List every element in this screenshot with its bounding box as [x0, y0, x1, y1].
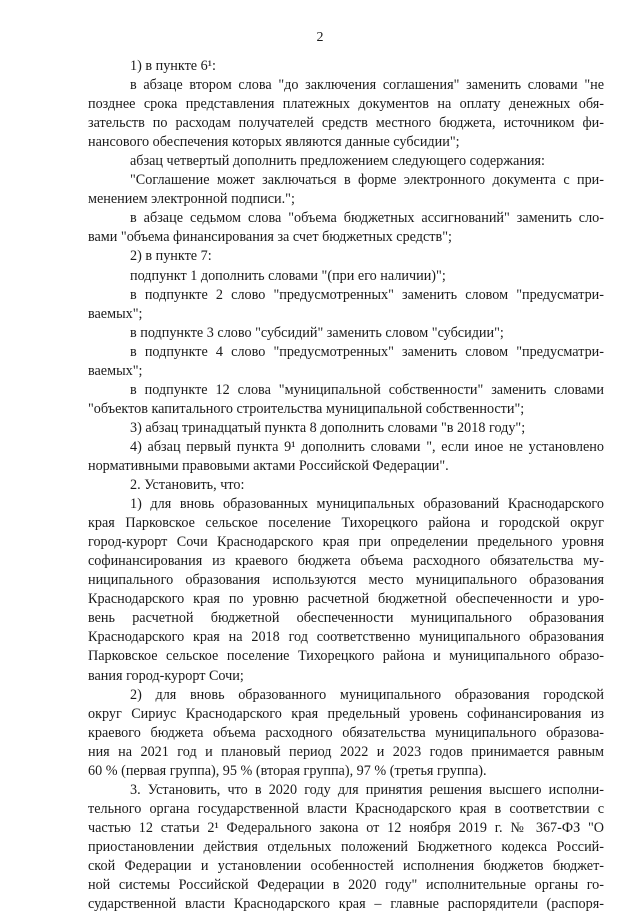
- text-line: позднее срока представления платежных документов на оплату денежных обя-: [88, 96, 604, 113]
- text-line: город-курорт Сочи Краснодарского края при определении предельного уровня: [88, 534, 604, 551]
- text-line: 1) в пункте 6¹:: [130, 58, 216, 74]
- text-line: вания город-курорт Сочи;: [88, 667, 244, 684]
- text-line: ваемых";: [88, 305, 143, 322]
- text-line: 4) абзац первый пункта 9¹ дополнить словами ", если иное не установлено: [130, 438, 604, 455]
- text-line: 2) в пункте 7:: [130, 248, 212, 265]
- text-line: ваемых";: [88, 362, 143, 379]
- text-line: тельного органа государственной власти Краснодарского края в соответствии с: [88, 800, 604, 817]
- text-line: ния на 2021 год и плановый период 2022 и 2023 годов принимается равным: [88, 743, 604, 760]
- text-line: частью 12 статьи 2¹ Федерального закона от 12 ноября 2019 г. № 367-ФЗ "О: [88, 819, 604, 836]
- text-line: 2) для вновь образованного муниципального образования городской: [130, 686, 604, 703]
- text-line: нормативными правовыми актами Российской Федерации".: [88, 457, 449, 474]
- text-line: вень расчетной бюджетной обеспеченности муниципального образования: [88, 610, 604, 627]
- text-line: "объектов капитального строительства муниципальной собственности";: [88, 400, 525, 417]
- document-body: [88, 57, 604, 914]
- text-line: 2. Установить, что:: [130, 477, 245, 494]
- text-line: 3) абзац тринадцатый пункта 8 дополнить словами "в 2018 году";: [130, 419, 526, 436]
- text-line: 60 % (первая группа), 95 % (вторая группа), 97 % (третья группа).: [88, 762, 487, 779]
- text-line: приостановлении действия отдельных положений Бюджетного кодекса Россий-: [88, 838, 604, 855]
- text-line: округ Сириус Краснодарского края предельный уровень софинансирования из: [88, 705, 604, 722]
- text-line: Краснодарского края на 2018 год соответственно муниципального образования: [88, 629, 604, 646]
- text-line: 1) для вновь образованных муниципальных образований Краснодарского: [130, 496, 604, 513]
- text-line: "Соглашение может заключаться в форме электронного документа с при-: [130, 172, 604, 189]
- text-line: Краснодарского края по уровню расчетной бюджетной обеспеченности и уро-: [88, 591, 604, 608]
- text-line: менением электронной подписи.";: [88, 191, 295, 208]
- text-line: Парковское сельское поселение Тихорецкого района и муниципального образо-: [88, 648, 604, 665]
- text-line: в подпункте 4 слово "предусмотренных" заменить словом "предусматри-: [130, 343, 604, 360]
- text-line: ской Федерации и установлении особенностей исполнения бюджетов бюджет-: [88, 857, 604, 874]
- text-line: сударственной власти Краснодарского края – главные распорядители (распоря-: [88, 896, 604, 913]
- text-line: ной системы Российской Федерации в 2020 году" исполнительные органы го-: [88, 877, 604, 894]
- text-line: краевого бюджета объема расходного обязательства муниципального образова-: [88, 724, 604, 741]
- text-line: в абзаце седьмом слова "объема бюджетных ассигнований" заменить сло-: [130, 210, 604, 227]
- text-line: абзац четвертый дополнить предложением следующего содержания:: [130, 153, 545, 170]
- text-line: края Парковское сельское поселение Тихорецкого района и городской округ: [88, 515, 604, 532]
- text-line: ниципального образования используются место муниципального образования: [88, 572, 604, 589]
- text-line: подпункт 1 дополнить словами "(при его наличии)";: [130, 267, 446, 284]
- page-number: 2: [316, 30, 324, 45]
- text-line: в подпункте 2 слово "предусмотренных" заменить словом "предусматри-: [130, 286, 604, 303]
- text-line: нансового обеспечения которых являются данные субсидии";: [88, 134, 460, 151]
- text-line: в подпункте 3 слово "субсидий" заменить словом "субсидии";: [130, 324, 504, 341]
- text-line: вами "объема финансирования за счет бюджетных средств";: [88, 229, 452, 246]
- text-line: зательств по расходам получателей средств местного бюджета, источником фи-: [88, 115, 604, 132]
- text-line: в подпункте 12 слова "муниципальной собственности" заменить словами: [130, 381, 604, 398]
- text-line: софинансирования из краевого бюджета объема расходного обязательства му-: [88, 553, 604, 570]
- text-line: в абзаце втором слова "до заключения соглашения" заменить словами "не: [130, 77, 604, 94]
- text-line: 3. Установить, что в 2020 году для принятия решения высшего исполни-: [130, 781, 604, 798]
